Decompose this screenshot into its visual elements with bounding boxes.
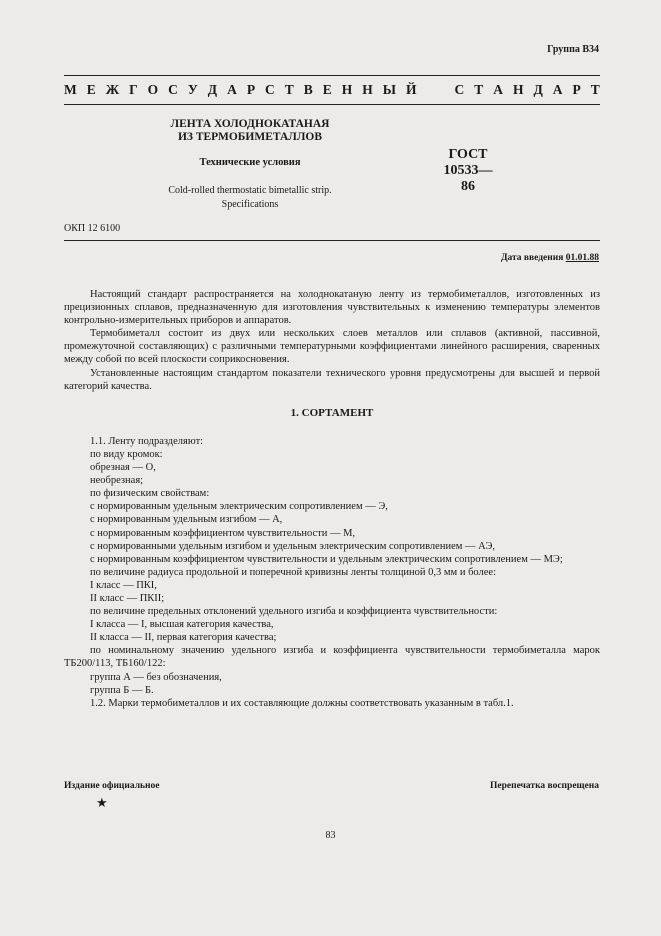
banner-letter: Р <box>246 82 256 97</box>
intro-date-value: 01.01.88 <box>565 253 599 263</box>
top-rule <box>64 75 600 76</box>
list-item: II класс — ПКII; <box>90 592 165 604</box>
list-item: I класса — I, высшая категория качества, <box>90 619 274 631</box>
page-number: 83 <box>325 830 336 841</box>
gost-designation <box>440 147 496 195</box>
english-title-line-1: Cold-rolled thermostatic bimetallic strip. <box>168 185 332 196</box>
reprint-note: Перепечатка воспрещена <box>489 781 599 791</box>
banner-rule <box>64 104 600 105</box>
banner-letter: Т <box>284 82 294 97</box>
banner-letter: А <box>227 82 237 97</box>
list-item: II класса — II, первая категория качества; <box>90 632 277 644</box>
english-title-line-2: Specifications <box>221 199 279 210</box>
document-body <box>64 288 600 710</box>
banner-letter: Т <box>590 82 600 97</box>
okp-code: ОКП 12 6100 <box>64 223 121 234</box>
paragraph-composition: Термобиметалл состоит из двух или нескольких слоев металлов или сплавов (активной, пассивной, промежуточной составляющих) с различными температурными коэффициентами линейного расширения, сваренных между собой по всей плоскости соприкосновения. <box>64 328 600 366</box>
list-item: по номинальному значению удельного изгиба и коэффициента чувствительности термобиметалла марок ТБ200/113, ТБ160/122: <box>64 645 600 670</box>
gost-number: 10533—86 <box>443 163 493 194</box>
banner-letter: Е <box>86 82 96 97</box>
classification-list <box>64 435 600 710</box>
intro-date <box>0 253 599 263</box>
title-line-2: ИЗ ТЕРМОБИМЕТАЛЛОВ <box>177 131 323 143</box>
list-item: 1.2. Марки термобиметаллов и их составляющие должны соответствовать указанным в табл.1. <box>90 697 514 709</box>
okp-rule <box>64 240 600 241</box>
banner-letter: Д <box>533 82 543 97</box>
star-icon: ★ <box>96 795 108 810</box>
banner-letter: Д <box>207 82 218 97</box>
banner-gap <box>427 82 445 98</box>
list-item: по величине радиуса продольной и поперечной кривизны ленты толщиной 0,3 мм и более: <box>90 566 496 578</box>
list-item: 1.1. Ленту подразделяют: <box>90 435 204 447</box>
banner-letter: С <box>265 82 275 97</box>
section-title: 1. СОРТАМЕНТ <box>290 406 374 419</box>
standard-banner <box>64 82 600 98</box>
intro-date-label: Дата введения <box>500 253 564 263</box>
group-code: Группа В34 <box>547 44 599 55</box>
banner-letter: А <box>493 82 503 97</box>
list-item: с нормированными удельным изгибом и удельным электрическим сопротивлением — АЭ, <box>90 540 496 552</box>
official-edition-note: Издание официальное <box>64 781 160 791</box>
list-item: по виду кромок: <box>90 448 163 460</box>
banner-letter: А <box>552 82 563 97</box>
list-item: с нормированным коэффициентом чувствительности — М, <box>90 527 356 539</box>
banner-letter: О <box>147 82 159 97</box>
paragraph-quality: Установленные настоящим стандартом показатели технического уровня предусмотрены для высшей и первой категорий качества. <box>64 367 600 392</box>
list-item: с нормированным удельным электрическим сопротивлением — Э, <box>90 501 388 513</box>
banner-letter: Р <box>572 82 581 97</box>
paragraph-scope: Настоящий стандарт распространяется на холоднокатаную ленту из термобиметаллов, изготовленных из прецизионных сплавов, предназначенную для изготовления чувствительных к изменению температуры элементов контрольно-измерительных приборов и аппаратов. <box>64 289 600 327</box>
banner-letter: М <box>64 82 77 97</box>
english-title <box>130 184 370 212</box>
banner-letter: Ы <box>382 82 397 97</box>
list-item: необрезная; <box>90 475 144 487</box>
banner-letter: С <box>168 82 178 97</box>
banner-letter: У <box>187 82 198 97</box>
document-title <box>140 118 360 144</box>
list-item: группа Б — Б. <box>90 684 154 696</box>
list-item: I класс — ПКI, <box>90 579 157 591</box>
gost-label: ГОСТ <box>448 147 488 162</box>
banner-letter: Й <box>406 82 417 97</box>
banner-letter: Н <box>341 82 353 97</box>
banner-letter: Е <box>322 82 332 97</box>
banner-letter: С <box>454 82 465 97</box>
document-subtitle: Технические условия <box>199 157 301 168</box>
banner-letter: В <box>303 82 313 97</box>
banner-letter: Н <box>512 82 524 97</box>
list-item: с нормированным удельным изгибом — А, <box>90 514 283 526</box>
list-item: с нормированным коэффициентом чувствительности и удельным электрическим сопротивлением — МЭ; <box>90 553 563 565</box>
list-item: по величине предельных отклонений удельного изгиба и коэффициента чувствительности: <box>90 606 498 618</box>
title-line-1: ЛЕНТА ХОЛОДНОКАТАНАЯ <box>170 118 330 130</box>
list-item: по физическим свойствам: <box>90 488 210 500</box>
banner-letter: Н <box>362 82 373 97</box>
banner-letter: Ж <box>105 82 120 97</box>
banner-letter: Г <box>129 82 138 97</box>
list-item: группа А — без обозначения, <box>90 671 222 683</box>
list-item: обрезная — О, <box>90 462 156 474</box>
banner-letter: Т <box>474 82 484 97</box>
